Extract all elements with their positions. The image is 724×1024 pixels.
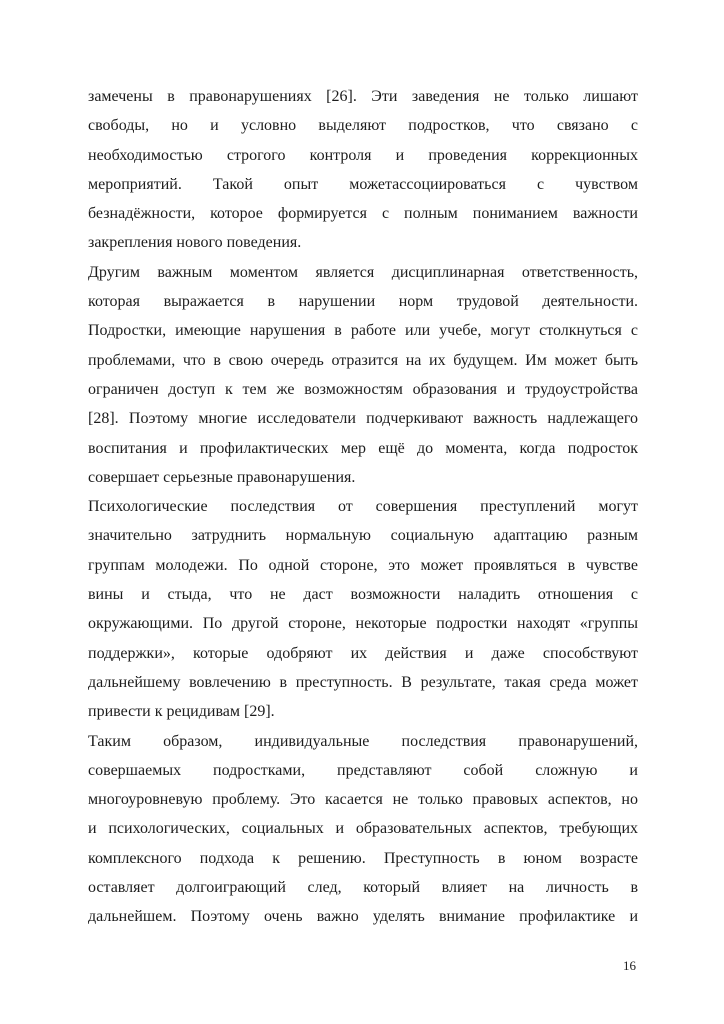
text-line: значительно затруднить нормальную социальную адаптацию разным [88, 527, 638, 545]
text-line: замечены в правонарушениях [26]. Эти заведения не только лишают [88, 88, 638, 105]
text-line: группам молодежи. По одной стороне, это может проявляться в чувстве [88, 556, 638, 574]
text-line: свободы, но и условно выделяют подростков, что связано с [88, 117, 638, 135]
text-line: [28]. Поэтому многие исследователи подчеркивают важность надлежащего [88, 410, 638, 428]
text-line: безнадёжности, которое формируется с полным пониманием важности [88, 205, 638, 223]
text-line: проблемами, что в свою очередь отразится на их будущем. Им может быть [88, 351, 638, 369]
text-line: мероприятий. Такой опыт можетассоциироваться с чувством [88, 175, 638, 193]
text-line: привести к рецидивам [29]. [88, 703, 275, 721]
text-line: ограничен доступ к тем же возможностям образования и трудоустройства [88, 380, 638, 398]
text-line: дальнейшему вовлечению в преступность. В результате, такая среда может [88, 673, 638, 691]
text-line: необходимостью строгого контроля и проведения коррекционных [88, 146, 638, 164]
text-line: вины и стыда, что не даст возможности наладить отношения с [88, 586, 638, 604]
body-text [88, 82, 638, 932]
text-line: закрепления нового поведения. [88, 234, 302, 252]
text-line: Другим важным моментом является дисциплинарная ответственность, [88, 263, 638, 281]
text-line: совершает серьезные правонарушения. [88, 468, 356, 486]
text-line: воспитания и профилактических мер ещё до момента, когда подросток [88, 439, 638, 457]
text-line: оставляет долгоиграющий след, который влияет на личность в [88, 879, 638, 897]
text-line: дальнейшем. Поэтому очень важно уделять внимание профилактике и [88, 908, 638, 926]
text-line: комплексного подхода к решению. Преступность в юном возрасте [88, 849, 638, 867]
text-line: многоуровневую проблему. Это касается не только правовых аспектов, но [88, 791, 638, 809]
text-line: поддержки», которые одобряют их действия и даже способствуют [88, 644, 638, 662]
page-number: 16 [623, 958, 636, 973]
text-line: и психологических, социальных и образовательных аспектов, требующих [88, 820, 638, 838]
text-line: Психологические последствия от совершения преступлений могут [88, 498, 638, 516]
text-line: окружающими. По другой стороне, некоторые подростки находят «группы [88, 615, 638, 633]
text-line: которая выражается в нарушении норм трудовой деятельности. [88, 293, 638, 311]
text-line: Таким образом, индивидуальные последствия правонарушений, [88, 732, 638, 750]
text-line: Подростки, имеющие нарушения в работе или учебе, могут столкнуться с [88, 322, 638, 340]
text-line: совершаемых подростками, представляют собой сложную и [88, 761, 638, 779]
